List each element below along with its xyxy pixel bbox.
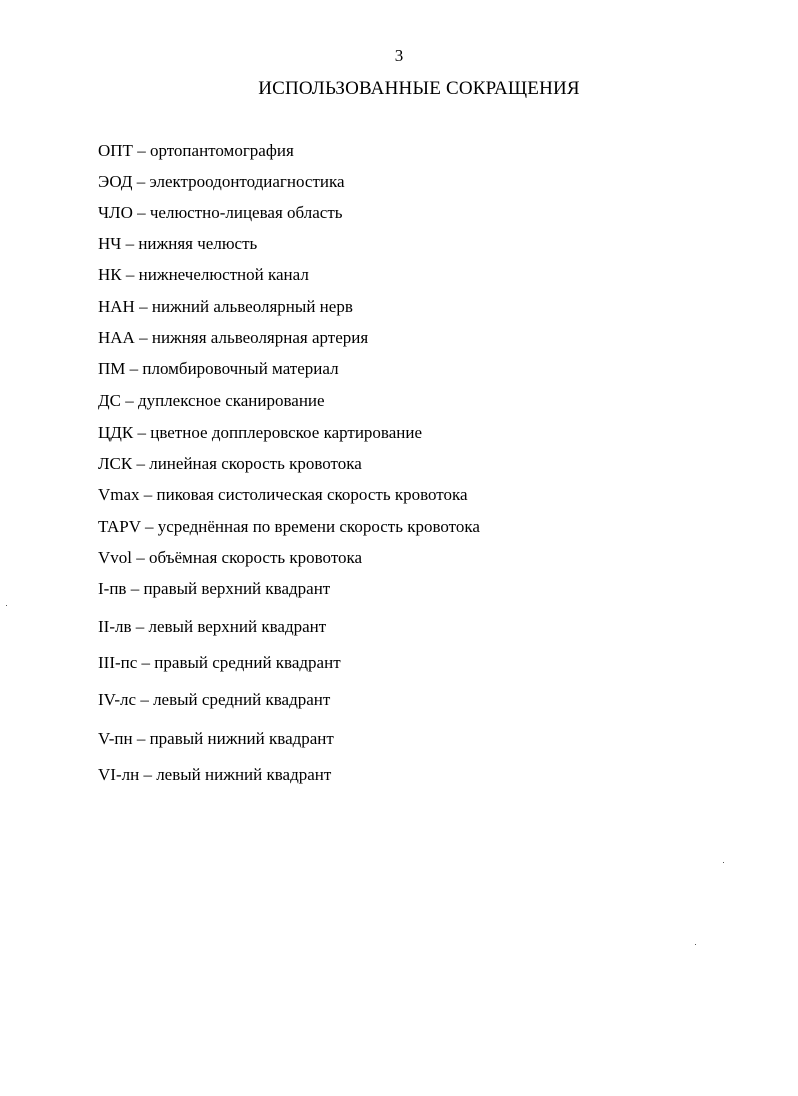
abbreviation-definition: нижний альвеолярный нерв bbox=[151, 297, 353, 316]
abbreviation-definition: электроодонтодиагностика bbox=[149, 172, 345, 191]
abbreviation-definition: нижнечелюстной канал bbox=[138, 265, 309, 284]
abbreviation-term: VI-лн bbox=[98, 765, 140, 784]
abbreviation-item bbox=[98, 729, 334, 749]
abbreviation-definition: нижняя альвеолярная артерия bbox=[151, 328, 369, 347]
abbreviation-term: НАН bbox=[98, 297, 135, 316]
abbreviation-definition: ортопантомография bbox=[149, 141, 294, 160]
scan-speck bbox=[6, 605, 7, 606]
abbreviation-definition: объёмная скорость кровотока bbox=[149, 548, 363, 567]
abbreviation-separator: – bbox=[139, 485, 157, 504]
abbreviation-item bbox=[98, 617, 326, 637]
abbreviation-definition: правый средний квадрант bbox=[154, 653, 341, 672]
abbreviation-item bbox=[98, 765, 331, 785]
abbreviation-definition: нижняя челюсть bbox=[138, 234, 258, 253]
abbreviation-item bbox=[98, 265, 309, 285]
page-title: ИСПОЛЬЗОВАННЫЕ СОКРАЩЕНИЯ bbox=[258, 78, 580, 99]
abbreviation-item bbox=[98, 203, 343, 223]
abbreviation-item bbox=[98, 328, 368, 348]
abbreviation-separator: – bbox=[132, 203, 150, 222]
abbreviation-separator: – bbox=[125, 359, 143, 378]
abbreviation-separator: – bbox=[136, 690, 154, 709]
abbreviation-term: Vvol bbox=[98, 548, 132, 567]
abbreviation-item bbox=[98, 579, 330, 599]
abbreviation-separator: – bbox=[134, 297, 152, 316]
abbreviation-definition: правый нижний квадрант bbox=[149, 729, 334, 748]
abbreviation-separator: – bbox=[132, 729, 150, 748]
abbreviation-definition: усреднённая по времени скорость кровотока bbox=[157, 517, 480, 536]
abbreviation-separator: – bbox=[120, 391, 138, 410]
abbreviation-term: ОПТ bbox=[98, 141, 133, 160]
abbreviation-item bbox=[98, 548, 362, 568]
abbreviation-separator: – bbox=[132, 454, 150, 473]
abbreviation-separator: – bbox=[139, 765, 157, 784]
abbreviation-separator: – bbox=[140, 517, 158, 536]
abbreviation-term: ЭОД bbox=[98, 172, 133, 191]
abbreviation-definition: левый верхний квадрант bbox=[148, 617, 327, 636]
abbreviation-item bbox=[98, 359, 339, 379]
abbreviation-item bbox=[98, 517, 480, 537]
abbreviation-separator: – bbox=[132, 141, 150, 160]
abbreviation-separator: – bbox=[126, 579, 144, 598]
abbreviation-item bbox=[98, 141, 294, 161]
abbreviation-definition: челюстно-лицевая область bbox=[149, 203, 343, 222]
abbreviation-item bbox=[98, 690, 330, 710]
abbreviation-term: ДС bbox=[98, 391, 121, 410]
abbreviation-definition: пломбировочный материал bbox=[142, 359, 339, 378]
abbreviation-separator: – bbox=[133, 423, 151, 442]
abbreviation-definition: пиковая систолическая скорость кровотока bbox=[156, 485, 468, 504]
abbreviation-term: V-пн bbox=[98, 729, 133, 748]
abbreviation-term: Vmax bbox=[98, 485, 140, 504]
abbreviation-term: ПМ bbox=[98, 359, 126, 378]
abbreviation-item bbox=[98, 172, 345, 192]
abbreviation-separator: – bbox=[134, 328, 152, 347]
abbreviation-separator: – bbox=[121, 265, 139, 284]
page-number: 3 bbox=[394, 46, 404, 65]
abbreviation-term: НАА bbox=[98, 328, 135, 347]
abbreviation-term: III-пс bbox=[98, 653, 138, 672]
abbreviation-definition: левый средний квадрант bbox=[153, 690, 331, 709]
abbreviation-term: II-лв bbox=[98, 617, 132, 636]
abbreviation-item bbox=[98, 297, 353, 317]
abbreviation-separator: – bbox=[121, 234, 139, 253]
abbreviation-definition: правый верхний квадрант bbox=[143, 579, 331, 598]
abbreviation-term: НК bbox=[98, 265, 122, 284]
abbreviation-term: ЦДК bbox=[98, 423, 134, 442]
abbreviation-definition: цветное допплеровское картирование bbox=[150, 423, 423, 442]
abbreviation-item bbox=[98, 653, 341, 673]
abbreviation-term: ЧЛО bbox=[98, 203, 133, 222]
scan-speck bbox=[695, 944, 696, 945]
abbreviation-definition: дуплексное сканирование bbox=[137, 391, 325, 410]
abbreviation-term: ЛСК bbox=[98, 454, 133, 473]
abbreviation-item bbox=[98, 391, 325, 411]
abbreviation-separator: – bbox=[132, 548, 149, 567]
abbreviation-item bbox=[98, 485, 468, 505]
scan-speck bbox=[723, 862, 724, 863]
abbreviation-item bbox=[98, 423, 422, 443]
abbreviation-separator: – bbox=[137, 653, 155, 672]
abbreviation-item bbox=[98, 234, 257, 254]
abbreviation-separator: – bbox=[131, 617, 149, 636]
abbreviation-definition: линейная скорость кровотока bbox=[149, 454, 362, 473]
abbreviation-term: I-пв bbox=[98, 579, 127, 598]
abbreviation-term: IV-лс bbox=[98, 690, 137, 709]
abbreviation-term: TAPV bbox=[98, 517, 141, 536]
abbreviation-term: НЧ bbox=[98, 234, 122, 253]
abbreviation-separator: – bbox=[132, 172, 150, 191]
abbreviation-definition: левый нижний квадрант bbox=[156, 765, 332, 784]
abbreviation-item bbox=[98, 454, 362, 474]
